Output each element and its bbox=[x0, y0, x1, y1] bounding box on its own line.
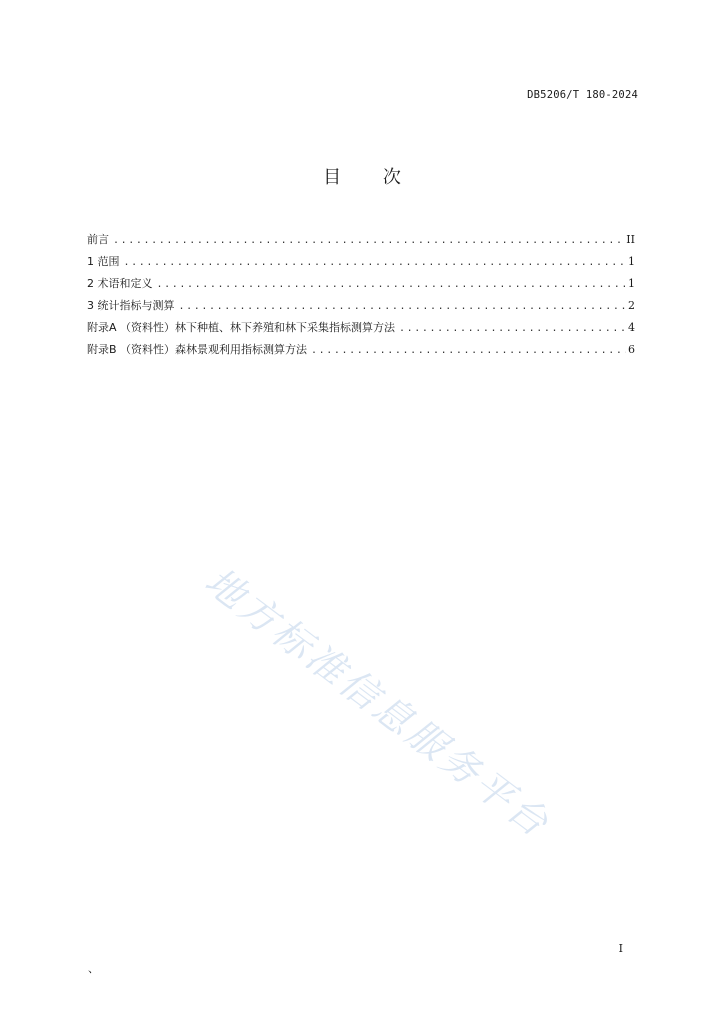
toc-entry-foreword[interactable] bbox=[87, 231, 635, 253]
table-of-contents bbox=[87, 231, 635, 363]
toc-title: 目 次 bbox=[323, 167, 419, 188]
toc-entry-terms[interactable] bbox=[87, 275, 635, 297]
toc-leader-dots bbox=[124, 257, 627, 268]
toc-entry-label: 1 范围 bbox=[87, 255, 120, 268]
toc-entry-label: 2 术语和定义 bbox=[87, 277, 153, 290]
toc-leader-dots bbox=[157, 279, 627, 290]
toc-leader-dots bbox=[311, 345, 626, 356]
watermark: 地方标准信息服务平台 bbox=[196, 558, 559, 847]
toc-entry-indicators[interactable] bbox=[87, 297, 635, 319]
toc-leader-dots bbox=[113, 235, 624, 246]
toc-entry-label: 前言 bbox=[87, 233, 109, 246]
toc-entry-page: 6 bbox=[628, 343, 635, 356]
toc-leader-dots bbox=[179, 301, 627, 312]
toc-leader-dots bbox=[399, 323, 626, 334]
footer-mark: 、 bbox=[88, 962, 99, 975]
page-number: I bbox=[618, 942, 623, 955]
toc-entry-page: 4 bbox=[628, 321, 635, 334]
toc-entry-scope[interactable] bbox=[87, 253, 635, 275]
toc-entry-page: II bbox=[626, 233, 635, 246]
toc-entry-page: 1 bbox=[628, 277, 635, 290]
toc-entry-label: 附录A （资料性）林下种植、林下养殖和林下采集指标测算方法 bbox=[87, 321, 396, 334]
toc-entry-page: 2 bbox=[628, 299, 635, 312]
toc-entry-appendix-a[interactable] bbox=[87, 319, 635, 341]
toc-entry-label: 3 统计指标与测算 bbox=[87, 299, 175, 312]
toc-entry-appendix-b[interactable] bbox=[87, 341, 635, 363]
toc-entry-label: 附录B （资料性）森林景观利用指标测算方法 bbox=[87, 343, 308, 356]
document-code: DB5206/T 180-2024 bbox=[527, 89, 638, 101]
toc-entry-page: 1 bbox=[628, 255, 635, 268]
